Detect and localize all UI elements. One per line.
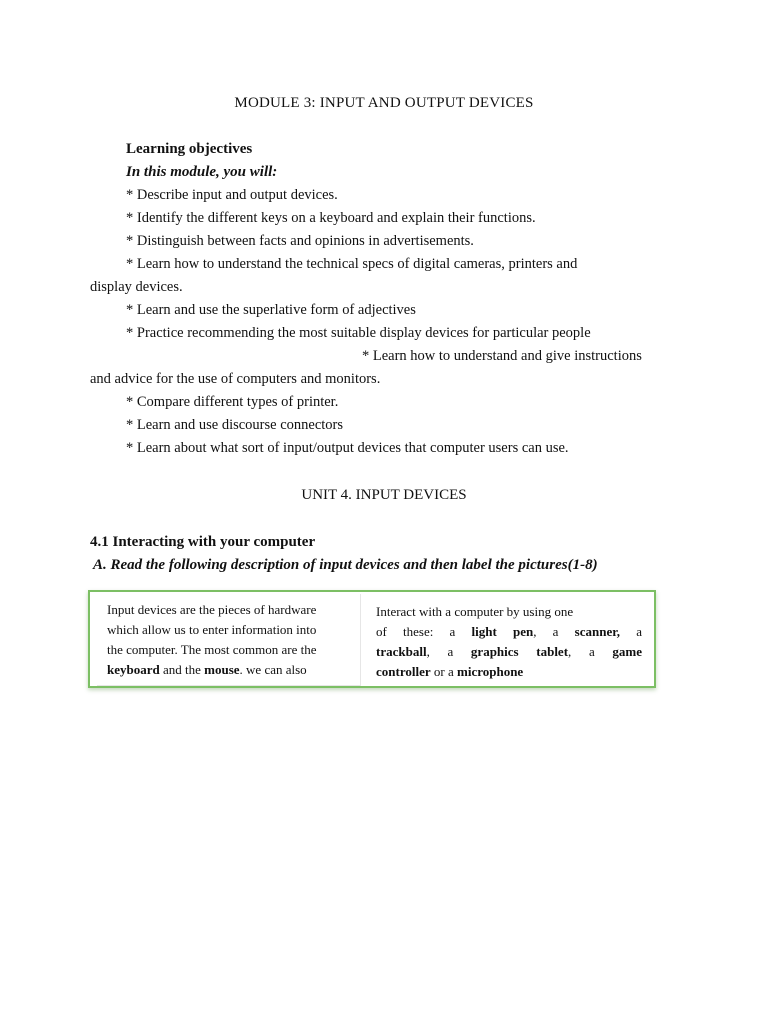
- objective-line: display devices.: [90, 279, 183, 295]
- objective-line: * Learn about what sort of input/output devices that computer users can use.: [126, 440, 569, 456]
- keyword-keyboard: keyboard: [107, 662, 160, 677]
- objective-line: * Learn and use discourse connectors: [126, 417, 344, 433]
- objective-line: * Practice recommending the most suitable display devices for particular people: [126, 325, 591, 341]
- desc-text: , a: [426, 644, 471, 659]
- objective-line: * Describe input and output devices.: [126, 187, 338, 203]
- description-box: [88, 590, 656, 688]
- unit-title: UNIT 4. INPUT DEVICES: [301, 487, 467, 503]
- description-left-cell: [97, 594, 361, 686]
- objective-line: * Learn and use the superlative form of adjectives: [126, 302, 416, 318]
- objective-line: * Learn how to understand and give instructions: [362, 348, 642, 364]
- keyword-microphone: microphone: [457, 664, 524, 679]
- desc-right-line: [376, 662, 642, 682]
- keyword-scanner: scanner,: [574, 624, 621, 639]
- objective-line: * Learn how to understand the technical specs of digital cameras, printers and: [126, 256, 578, 272]
- keyword-game: game: [612, 644, 642, 659]
- keyword-graphics-tablet: graphics tablet: [470, 644, 569, 659]
- section-instruction: A. Read the following description of input devices and then label the pictures(1-8): [93, 557, 598, 573]
- desc-text: of these: a: [376, 624, 472, 639]
- desc-left-line: which allow us to enter information into: [107, 622, 317, 637]
- objective-line: * Distinguish between facts and opinions in advertisements.: [126, 233, 474, 249]
- desc-right-line: [376, 642, 642, 662]
- learning-objectives-heading: Learning objectives: [126, 141, 253, 157]
- module-title: MODULE 3: INPUT AND OUTPUT DEVICES: [234, 95, 534, 111]
- keyword-controller: controller: [376, 664, 431, 679]
- desc-left-line: the computer. The most common are the: [107, 642, 317, 657]
- desc-text: , a: [568, 644, 613, 659]
- desc-left-line: [107, 660, 350, 680]
- description-right-cell: [366, 594, 652, 686]
- desc-text: and the: [159, 662, 205, 677]
- desc-text: a: [620, 624, 643, 639]
- desc-right-line: [376, 622, 642, 642]
- objective-line: and advice for the use of computers and monitors.: [90, 371, 381, 387]
- desc-left-line: Input devices are the pieces of hardware: [107, 602, 317, 617]
- keyword-trackball: trackball: [376, 644, 427, 659]
- desc-text: , a: [533, 624, 575, 639]
- learning-objectives-subheading: In this module, you will:: [126, 164, 278, 180]
- desc-right-line: Interact with a computer by using one: [376, 604, 574, 619]
- keyword-mouse: mouse: [204, 662, 240, 677]
- keyword-light-pen: light pen: [471, 624, 534, 639]
- objective-line: * Identify the different keys on a keyboard and explain their functions.: [126, 210, 536, 226]
- desc-text: . we can also: [239, 662, 307, 677]
- objective-line: * Compare different types of printer.: [126, 394, 339, 410]
- section-title: 4.1 Interacting with your computer: [90, 534, 316, 550]
- desc-text: or a: [430, 664, 457, 679]
